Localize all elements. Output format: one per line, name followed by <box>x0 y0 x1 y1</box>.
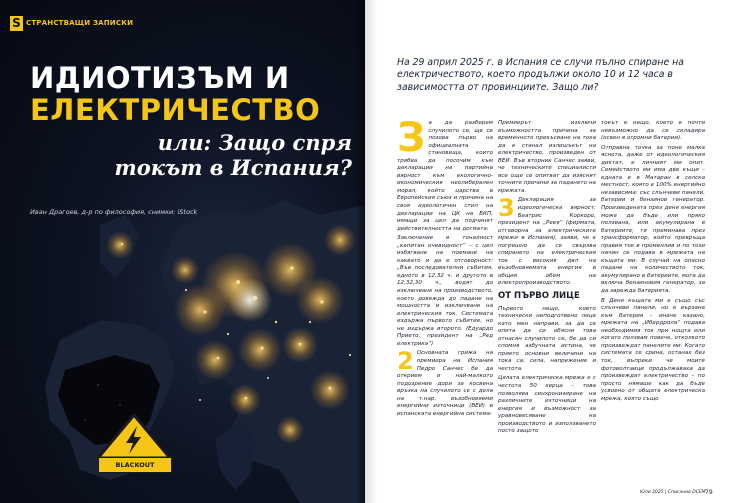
paragraph: Основната грижа на премиера на Испания Педро Санчес бе да открием и най-малкото подозрение дори за косвена връзка на случилото се с дела на т.нар. възобновяеми енергийни източници (ВЕИ) в испанската енергийна система: <box>397 350 493 417</box>
blackout-sign-label: BLACKOUT <box>98 457 172 473</box>
text-column-2 <box>498 120 596 492</box>
section-badge: S <box>10 16 23 31</box>
section-heading: ОТ ПЪРВО ЛИЦЕ <box>498 291 580 302</box>
drop-cap: З <box>397 120 426 161</box>
right-page <box>365 0 730 503</box>
paragraph: Заключение в тоналност „капитан очевидност“ – с цел избягване на поемане на каквато и да е отговорност: „Във последователни събития, едното в 12,32 ч. и другото в 12,32,30 ч., водят до изключване на производството, което довежда до падане на мощността и изключване на електрическия ток. Системата издържа първото събитие, но не издържа второто. (Едуардо Прието, президент на „Ред електрика“) <box>397 235 493 347</box>
text-column-3 <box>601 120 705 492</box>
paragraph: Отправна точка за поне малка яснота, даже от идеологическия диктат, е личният ми опит. Семейството ми има две къщи – едната е в Матаран в селска местност, която е 100% енергийно независима: със слънчеви панели, батерии и бензинов генератор. Произведената през деня енергия може да бъде или пряко ползвана, или акумулирана в батериите; тя преминава през трансформатор, който превръща правия ток в променлив и по този начин се подава в мрежата на къщата ми. В случай на опасно падане на количеството ток, акумулирано в батериите, мога да включа бензиновия генератор, за да зарежда батерията. <box>601 144 705 295</box>
author-credit: Иван Драгоев, д-р по философия, снимки: iStock <box>30 208 198 216</box>
section-label: СТРАНСТВАЩИ ЗАПИСКИ <box>26 19 134 27</box>
text-column-1 <box>397 120 493 492</box>
page-number: 79 <box>705 489 713 496</box>
paragraph: а да разберем случилото се, ще се позова първо на официалната становища, които трябва да посочим към декларации на партийна вярност към екологично-икономическия неолиберален морал, който царства в Европейския съюз и причина на своя идеологичен стил на декларации на ЦК на БКП, имащи за цел да подчинят действителността на догмата: <box>397 120 493 232</box>
drop-cap-number: 3 <box>498 194 515 223</box>
paragraph: Премиерът изключи възможността причина за временното прекъсване на тока да е станал излишъкът на електричество, произведен от ВЕИ. Във вторник Санчес заяви, че техническите специалисти все още се опитват да изяснят точните причини за падането на мрежата. <box>498 120 596 194</box>
paragraph: токът е нещо, което е почти невъзможно да се складира (освен в огромни батерии). <box>601 120 705 142</box>
title-line-2: ЕЛЕКТРИЧЕСТВО <box>30 93 321 127</box>
paragraph: Първото нещо, което технически неподготвено лице като мен направи, за да се опита да си обясни това отнасян случилото се, бе да си спомня азбучната истина, че прието основни величини на тока са: сила, напрежение и честота. <box>498 305 596 372</box>
paragraph: Декларация за идеологическа вярност: Беатрис Коркоро, президент на „Реея“ (фирмата, отговорна за електрическите мрежи в Испания), заяви, че е погрешно да се свързва спирането на електрическия ток с високия дял на възобновяемата енергия в общия обем на електропроизводството. <box>498 197 596 287</box>
article-subtitle: или: Защо спря токът в Испания? <box>114 130 352 180</box>
page-footer: Юли 2025 | Списание DCEM <box>640 490 706 495</box>
title-line-1: ИДИОТИЗЪМ И <box>30 61 290 95</box>
article-lead: На 29 април 2025 г. в Испания се случи пълно спиране на електричеството, което продължи около 10 и 12 часа в зависимостта от провинциите. Защо ли? <box>397 57 684 93</box>
paragraph: Цялата електрическа мрежа е с честота 50 херца – това позволява синхронизиране на различните източници на енергия и възможност за уравновесяване на производството и използването посто защото <box>498 375 596 435</box>
paragraph: В Деня къщата ми е също със слънчеви панели, но е вързана към батерия – иначе казано, мрежата на „Ибердрола“ подава необходимия ток при нощта или когато ползвам повече, отколкото произвеждат панелите ми. Когато системата се срина, останах без ток, въпреки че моите фотоволтаици продължаваха да произвеждат електричество – по просто нямаше как да бъде усвоено от общата електрическа мрежа, която също <box>601 297 705 402</box>
drop-cap-number: 2 <box>397 347 414 376</box>
warning-sign-icon <box>95 412 173 462</box>
